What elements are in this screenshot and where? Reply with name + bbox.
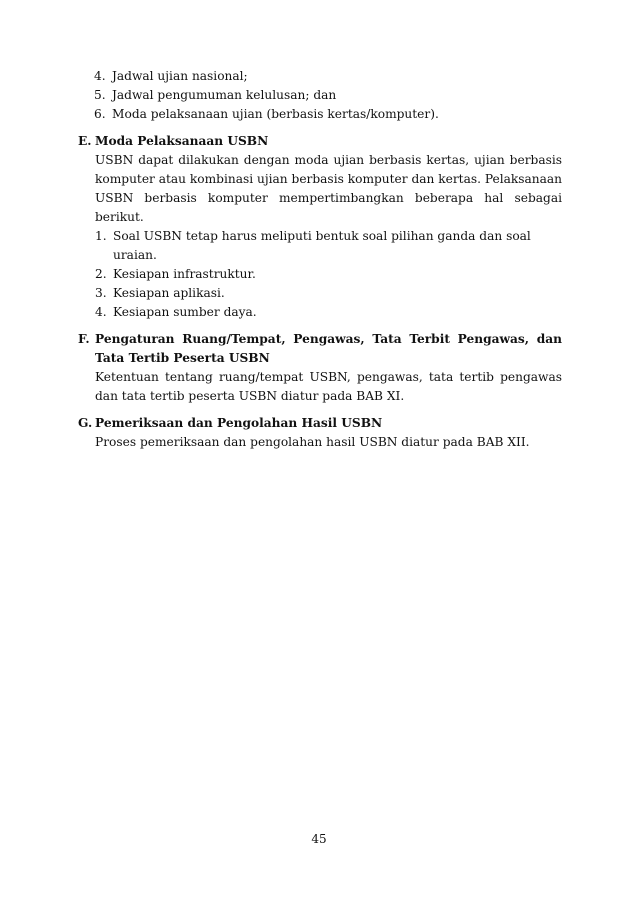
list-text: Kesiapan aplikasi. [113, 286, 225, 300]
section-title: Pengaturan Ruang/Tempat, Pengawas, Tata Terbit Pengawas, dan Tata Tertib Peserta USBN [95, 332, 562, 365]
continued-list [94, 67, 562, 124]
page-content [78, 67, 562, 452]
section-body [95, 433, 562, 452]
list-number: 4. [95, 305, 107, 319]
list-item [95, 284, 562, 303]
section-letter: F. [78, 332, 90, 346]
section-letter: E. [78, 134, 92, 148]
section-paragraph: Proses pemeriksaan dan pengolahan hasil USBN diatur pada BAB XII. [95, 435, 530, 449]
section-body [95, 151, 562, 322]
list-number: 6. [94, 107, 106, 121]
list-item [94, 105, 562, 124]
list-item [95, 303, 562, 322]
list-number: 5. [94, 88, 106, 102]
section-body [95, 368, 562, 406]
section-g [78, 414, 562, 452]
list-text: Jadwal pengumuman kelulusan; dan [112, 88, 337, 102]
section-paragraph: USBN dapat dilakukan dengan moda ujian berbasis kertas, ujian berbasis komputer atau kombinasi ujian berbasis komputer dan kertas. Pelaksanaan USBN berbasis komputer mempertimbangkan beberapa hal sebagai berikut. [95, 153, 563, 224]
list-text: Soal USBN tetap harus meliputi bentuk soal pilihan ganda dan soal uraian. [113, 229, 531, 262]
section-title: Moda Pelaksanaan USBN [95, 134, 269, 148]
page-number: 45 [311, 832, 327, 846]
list-item [95, 227, 562, 265]
list-text: Jadwal ujian nasional; [112, 69, 248, 83]
list-number: 2. [95, 267, 107, 281]
section-f [78, 330, 562, 406]
section-letter: G. [78, 416, 93, 430]
list-text: Moda pelaksanaan ujian (berbasis kertas/komputer). [112, 107, 439, 121]
list-item [95, 265, 562, 284]
list-item [94, 86, 562, 105]
list-number: 3. [95, 286, 107, 300]
list-number: 4. [94, 69, 106, 83]
list-item [94, 67, 562, 86]
section-title: Pemeriksaan dan Pengolahan Hasil USBN [95, 416, 383, 430]
list-text: Kesiapan sumber daya. [113, 305, 257, 319]
list-number: 1. [95, 229, 107, 243]
list-text: Kesiapan infrastruktur. [113, 267, 256, 281]
section-list [95, 227, 562, 322]
section-heading [78, 414, 562, 433]
section-heading [78, 132, 562, 151]
section-paragraph: Ketentuan tentang ruang/tempat USBN, pengawas, tata tertib pengawas dan tata tertib peserta USBN diatur pada BAB XI. [95, 370, 562, 403]
section-e [78, 132, 562, 322]
section-heading [78, 330, 562, 368]
